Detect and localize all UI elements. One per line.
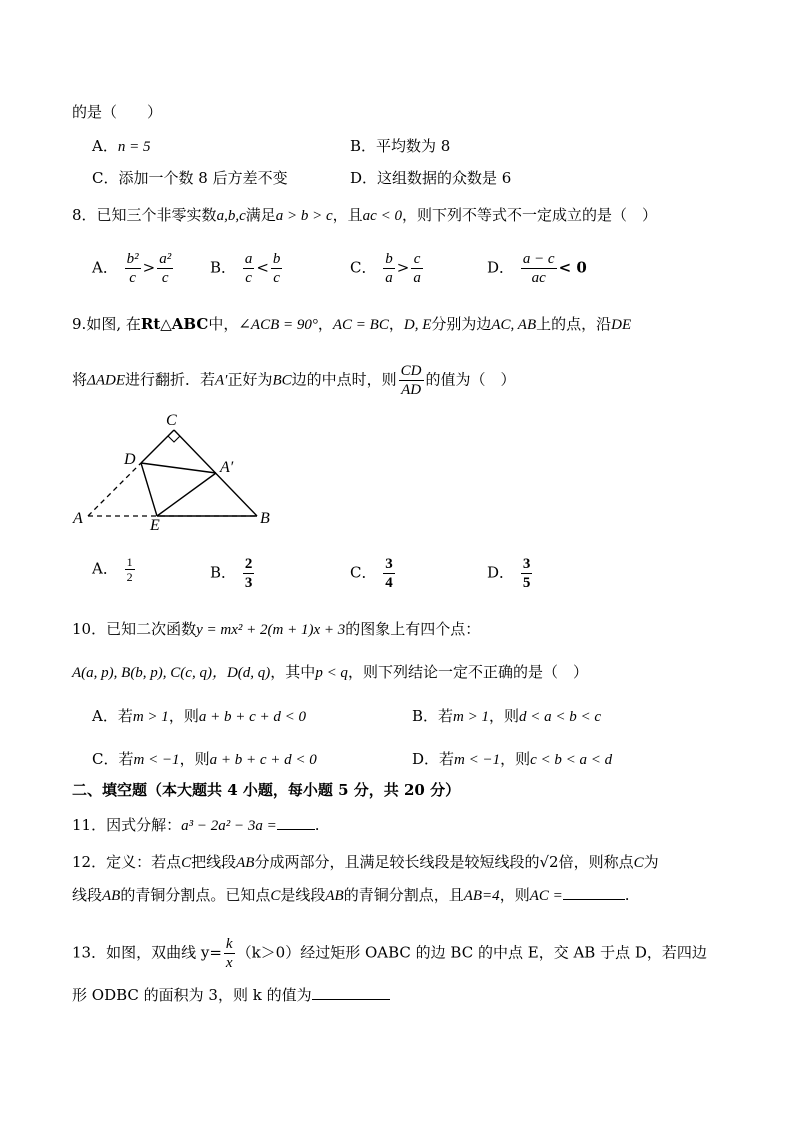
fig-label-b: B <box>260 510 270 527</box>
q7-option-b[interactable]: B．平均数为 8 <box>350 137 451 155</box>
q10-option-c[interactable]: C．若m < −1，则a + b + c + d < 0 <box>92 750 317 768</box>
q13-answer-blank[interactable] <box>312 985 390 1000</box>
section-2-heading: 二、填空题（本大题共 4 小题，每小题 5 分，共 20 分） <box>72 781 461 799</box>
q7-stem-tail: 的是（ ） <box>72 103 163 121</box>
q10-option-b[interactable]: B．若m > 1，则d < a < b < c <box>412 707 602 725</box>
q9-option-b[interactable]: B． $\frac{2}{3}$ <box>210 556 253 591</box>
q13-stem-line2: 形 ODBC 的面积为 3，则 k 的值为 <box>72 985 390 1005</box>
q7-option-d[interactable]: D．这组数据的众数是 6 <box>350 169 512 187</box>
q10-option-a[interactable]: A．若m > 1，则a + b + c + d < 0 <box>92 707 306 725</box>
q10-stem-line1: 10．已知二次函数y = mx² + 2(m + 1)x + 3的图象上有四个点： <box>72 620 481 638</box>
q9-triangle-figure <box>70 410 290 535</box>
q9-stem-line2: 将ΔADE进行翻折．若A′正好为BC边的中点时，则 $\frac{CD}{AD}$ 的值为（ ） <box>72 363 516 398</box>
fig-label-e: E <box>150 517 160 534</box>
q7-option-a[interactable]: A．n = 5 <box>92 137 151 155</box>
fig-label-a-prime: A′ <box>220 459 234 476</box>
q10-stem-line2: A(a, p), B(b, p), C(c, q)，D(d, q)，其中p < q，则下列结论一定不正确的是（ ） <box>72 663 588 681</box>
q11-stem: 11．因式分解：a³ − 2a² − 3a = . <box>72 816 320 834</box>
q8-option-a[interactable]: A． $\frac{\text{b²}}{c}$ > $\frac{\text{a²}}{c}$ <box>92 251 172 286</box>
fig-label-d: D <box>124 451 136 468</box>
q8-option-b[interactable]: B． $\frac{a}{c}$ < $\frac{b}{c}$ <box>210 251 281 286</box>
q12-stem-line2: 线段AB的青铜分割点。已知点C是线段AB的青铜分割点，且AB=4，则AC = . <box>72 886 630 904</box>
q10-option-d[interactable]: D．若m < −1，则c < b < a < d <box>412 750 613 768</box>
q8-option-d[interactable]: D． $\frac{a - c}{ac}$ < 0 <box>487 251 587 286</box>
q11-answer-blank[interactable] <box>277 815 315 830</box>
fig-label-a: A <box>73 510 83 527</box>
fig-label-c: C <box>166 412 177 429</box>
q9-option-a[interactable]: A． $\frac{1}{2}$ <box>92 555 133 584</box>
q9-option-d[interactable]: D． $\frac{3}{5}$ <box>487 556 531 591</box>
q12-stem-line1: 12．定义：若点C把线段AB分成两部分，且满足较长线段是较短线段的√2倍，则称点C为 <box>72 853 659 871</box>
q13-stem-line1: 13．如图，双曲线 y= $\frac{k}{x}$ （k＞0）经过矩形 OABC 的边 BC 的中点 E，交 AB 于点 D，若四边 <box>72 936 707 971</box>
q12-answer-blank[interactable] <box>563 885 625 900</box>
q8-option-c[interactable]: C． $\frac{b}{a}$ > $\frac{c}{a}$ <box>350 251 421 286</box>
q9-stem-line1: 9.如图, 在Rt△ABC中，∠ACB = 90°，AC = BC，D, E分别为边AC, AB上的点，沿DE <box>72 315 632 333</box>
q8-stem: 8．已知三个非零实数a,b,c满足a > b > c，且ac < 0，则下列不等式不一定成立的是（ ） <box>72 206 657 224</box>
q9-option-c[interactable]: C． $\frac{3}{4}$ <box>350 556 393 591</box>
q7-option-c[interactable]: C．添加一个数 8 后方差不变 <box>92 169 288 187</box>
